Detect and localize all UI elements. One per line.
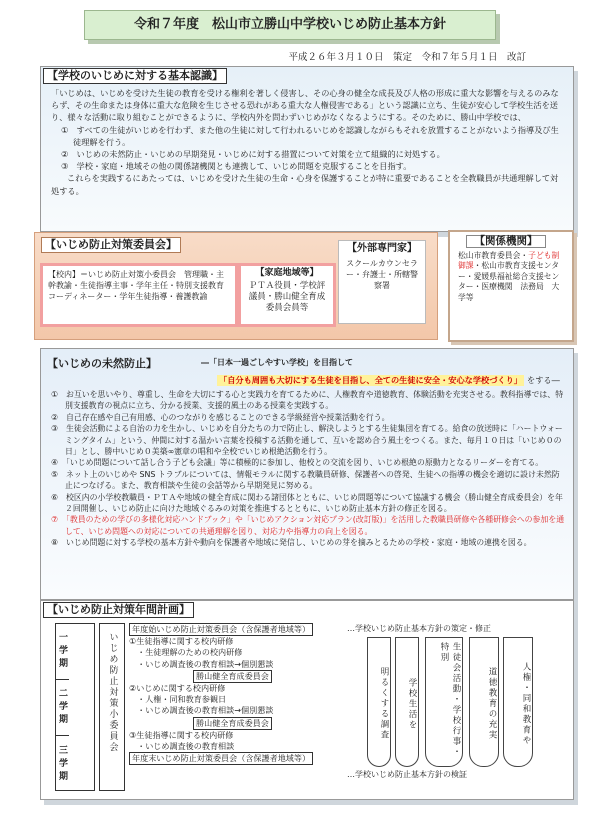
basic-recognition-section xyxy=(40,66,574,232)
list-item: ④ 「いじめ問題について話し合う子ども会議」等に積極的に参加し、他校との交流を図り、いじめ根絶の原動力となるリーダーを育てる。 xyxy=(51,458,544,468)
basic-para-2: これらを実践するにあたっては、いじめを受けた生徒の生命・心身を保護することが特に重要であることを全教職員が共通理解して対処する。 xyxy=(51,173,559,196)
term-3: 三学期 xyxy=(57,744,67,784)
prevention-slogan-tail: をする― xyxy=(527,375,560,385)
plan-line: 年度始いじめ防止対策委員会（含保護者地域等） xyxy=(129,623,313,636)
list-item: ⑥ 校区内の小学校教職員・ＰＴＡや地域の健全育成に関わる諸団体とともに、いじめ問題等について協議する機会（勝山健全育成委員会）を年２回開催し、いじめ防止に向けた地域ぐるみの対策を推進するとともに、いじめ防止基本方針の修正を図る。 xyxy=(51,492,563,514)
plan-line: ①生徒指導に関する校内研修 xyxy=(129,636,234,647)
basic-recognition-heading: 【学校のいじめに対する基本認識】 xyxy=(43,68,227,84)
revision-date: 平成２６年３月１０日 策定 令和７年５月１日 改訂 xyxy=(288,52,526,63)
list-item: ⑤ ネット上のいじめや SNS トラブルについては、情報モラルに関する教職員研修、保護者への啓発、生徒への指導の機会を適切に設け未然防止につなげる。また、教育相談や生徒の会話等から早期発見に努める。 xyxy=(51,469,560,491)
plan-line: ②いじめに関する校内研修 xyxy=(129,683,226,694)
kankei-red: 子ども制御課 xyxy=(458,250,560,271)
plan-line: ・いじめ調査後の教育相談→個別懇談 xyxy=(129,658,274,669)
list-item: ③ 生徒会活動による自治の力を生かし、いじめを自分たちの力で防止し、解決しようとする生徒集団を育てる。給食の放送時に「ハートウォーミングタイム」という、仲間に対する温かい言葉を投稿する活動を通して、互いを認め合う風土をつくる。また、毎月１０日は「いじめ０の日」とし、勝中いじめ０美築∞憲章の唱和や全校でいじめ根絶活動を行う。 xyxy=(51,424,563,457)
list-item: ② 自己存在感や自己有用感、心のつながりを感じることのできる学級経営や授業活動を行う。 xyxy=(51,412,390,422)
plan-bracket-5: 人権・同和教育や xyxy=(503,637,533,767)
kounai-members: 【校内】＝いじめ防止対策小委員会 管理職・主幹教諭・生徒指導主事・学年主任・特別支援教育コーディネーター・学年生徒指導・養護教諭 xyxy=(40,263,238,327)
prevention-slogan: 「自分も周囲も大切にする生徒を目指し、全ての生徒に安全・安心な学校づくり」 xyxy=(219,375,522,385)
prevention-section xyxy=(40,348,574,600)
term-column xyxy=(55,623,95,791)
prevention-list xyxy=(51,389,567,549)
term-1: 一学期 xyxy=(56,624,69,680)
plan-line: ・生徒理解のための校内研修 xyxy=(129,647,243,658)
katei-body: ＰＴＡ役員・学校評議員・勝山健全育成委員会員等 xyxy=(248,281,326,313)
gaibu-body: スクールカウンセラー・弁護士・所轄警察署 xyxy=(346,259,418,290)
plan-bracket-4: 道徳教育の充実 xyxy=(469,637,499,767)
committee-heading: 【いじめ防止対策委員会】 xyxy=(41,237,181,253)
plan-line: 年度末いじめ防止対策委員会（含保護者地域等） xyxy=(129,752,313,765)
prevention-heading: 【いじめの未然防止】 xyxy=(47,357,157,370)
katei-heading: 【家庭地域等】 xyxy=(255,268,319,278)
katei-box xyxy=(238,263,336,327)
page-title: 令和７年度 松山市立勝山中学校いじめ防止基本方針 xyxy=(84,10,496,40)
basic-item-1: ① すべての生徒がいじめを行わず、また他の生徒に対して行われるいじめを認識しながらもそれを放置することがないよう指導及び生徒理解を行う。 xyxy=(61,124,559,147)
plan-line: ③生徒指導に関する校内研修 xyxy=(129,729,234,740)
basic-item-2: ② いじめの未然防止・いじめの早期発見・いじめに対する措置について対策を立て組織的に対処する。 xyxy=(61,149,445,160)
basic-para-1: 「いじめは、いじめを受けた生徒の教育を受ける権利を著しく侵害し、その心身の健全な成長及び人格の形成に重大な影響を与えるのみならず、その生命または身体に重大な危険を生じさせる恐れがある重大な人権侵害である」という認識に立ち、生徒が安心して学校生活を送り、様々な活動に取り組むことができるように、学校内外を問わずいじめがなくなるようにする。そのために、勝山中学校では、 xyxy=(51,88,559,123)
plan-bracket-3: 生徒会活動・学校行事・特別 xyxy=(425,637,463,767)
plan-lines xyxy=(129,623,389,765)
small-committee-column: いじめ防止対策小委員会 xyxy=(99,623,125,791)
plan-bracket-1: 明るくする調査 xyxy=(367,637,391,767)
plan-bracket-2: 学校生活を xyxy=(395,637,419,767)
plan-lead-2: …学校いじめ防止基本方針の検証 xyxy=(347,770,467,779)
kankei-heading: 【関係機関】 xyxy=(466,235,546,248)
basic-item-3: ③ 学校・家庭・地域その他の関係諸機関とも連携して、いじめ問題を克服することを目指す。 xyxy=(61,161,412,172)
plan-line: ・人権・同和教育参観日 xyxy=(129,694,227,705)
gaibu-heading: 【外部専門家】 xyxy=(347,243,417,254)
plan-line: ・いじめ調査後の教育相談 xyxy=(129,741,235,752)
kankei-box xyxy=(448,230,574,342)
term-2: 二学期 xyxy=(56,680,69,736)
list-item: ⑦ 「教員のための学びの多様化対応ハンドブック」や「いじめアクション対応プラン(改訂版)」を活用した教職員研修や各種研修会への参加を通して、いじめ問題への対応についての共通理解を図り、対応力や指導力の向上を図る。 xyxy=(51,515,565,536)
plan-line: 勝山健全育成委員会 xyxy=(193,717,272,730)
gaibu-box xyxy=(338,240,426,324)
basic-recognition-body xyxy=(51,87,566,197)
plan-line: 勝山健全育成委員会 xyxy=(193,670,272,683)
plan-lead-1: …学校いじめ防止基本方針の策定・修正 xyxy=(347,624,491,633)
annual-plan-section xyxy=(40,600,574,800)
plan-line: ・いじめ調査後の教育相談→個別懇談 xyxy=(129,705,274,716)
kankei-post: ・松山市教育支援センター・愛媛県福祉総合支援センター・医療機関 法務局 大学等 xyxy=(458,261,560,302)
kankei-pre: 松山市教育委員会・ xyxy=(458,250,529,260)
list-item: ① お互いを思いやり、尊重し、生命を大切にする心と実践力を育てるために、人権教育や道徳教育、体験活動を充実させる。教科指導では、特別支援教育の視点に立ち、分かる授業、支援的風土のある授業を実践する。 xyxy=(51,390,564,411)
annual-plan-heading: 【いじめ防止対策年間計画】 xyxy=(43,602,194,618)
list-item: ⑧ いじめ問題に対する学校の基本方針や動向を保護者や地域に発信し、いじめの芽を摘みとるための学校・家庭・地域の連携を図る。 xyxy=(51,538,532,548)
prevention-subtitle: ―「日本一過ごしやすい学校」を目指して xyxy=(201,358,353,367)
